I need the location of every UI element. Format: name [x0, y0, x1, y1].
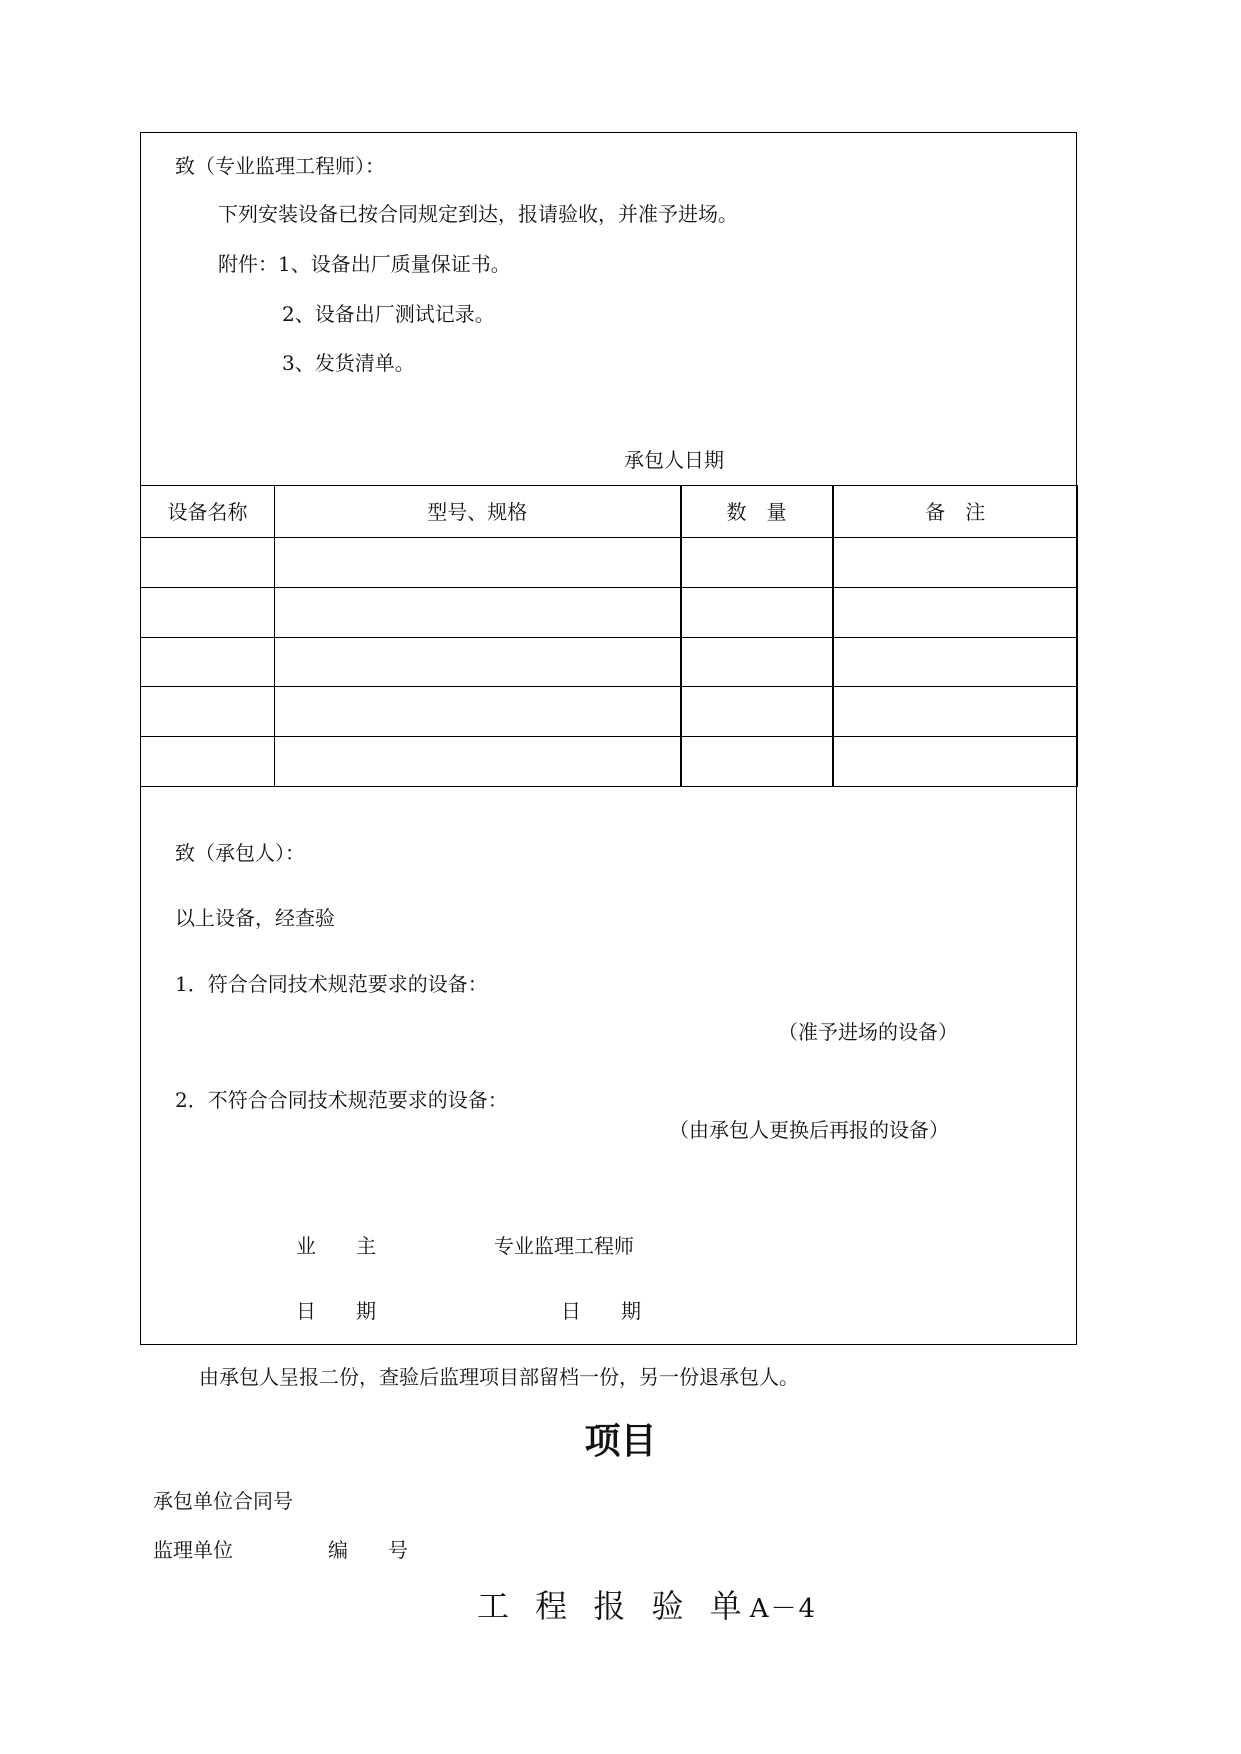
submission-note: 由承包人呈报二份，查验后监理项目部留档一份，另一份退承包人。	[199, 1365, 799, 1389]
table-row	[141, 737, 1078, 787]
equipment-table	[140, 485, 1078, 787]
form-title	[477, 1586, 817, 1629]
owner-label: 业 主	[296, 1234, 386, 1258]
contractor-signature-date: 承包人日期	[624, 448, 724, 472]
column-header-model: 型号、规格	[275, 486, 681, 538]
table-cell[interactable]	[141, 587, 275, 637]
table-cell[interactable]	[681, 687, 833, 737]
column-header-quantity: 数 量	[681, 486, 833, 538]
number-label: 编 号	[328, 1538, 418, 1562]
table-cell[interactable]	[141, 538, 275, 588]
review-item-noncompliant: 2．不符合合同技术规范要求的设备：	[175, 1088, 508, 1112]
review-item-compliant-note: （准予进场的设备）	[778, 1020, 958, 1044]
table-cell[interactable]	[833, 637, 1078, 687]
attachment-item: 1、设备出厂质量保证书。	[278, 252, 511, 276]
table-cell[interactable]	[275, 687, 681, 737]
table-row	[141, 687, 1078, 737]
owner-date-label: 日 期	[296, 1299, 386, 1323]
table-row	[141, 538, 1078, 588]
review-item-compliant: 1．符合合同技术规范要求的设备：	[175, 972, 488, 996]
column-header-remarks: 备 注	[833, 486, 1078, 538]
form-title-text: 工 程 报 验 单	[477, 1587, 750, 1625]
table-cell[interactable]	[275, 587, 681, 637]
review-item-noncompliant-note: （由承包人更换后再报的设备）	[669, 1118, 949, 1142]
project-title: 项目	[584, 1421, 657, 1462]
table-cell[interactable]	[833, 687, 1078, 737]
review-intro: 以上设备，经查验	[175, 906, 335, 930]
table-cell[interactable]	[141, 687, 275, 737]
table-cell[interactable]	[833, 587, 1078, 637]
request-body: 下列安装设备已按合同规定到达，报请验收，并准予进场。	[218, 202, 738, 226]
table-cell[interactable]	[275, 737, 681, 787]
table-cell[interactable]	[833, 538, 1078, 588]
table-cell[interactable]	[833, 737, 1078, 787]
table-header-row	[141, 486, 1078, 538]
request-to-label: 致（专业监理工程师）：	[175, 154, 385, 178]
review-to-label: 致（承包人）：	[175, 841, 305, 865]
table-cell[interactable]	[681, 587, 833, 637]
table-cell[interactable]	[141, 637, 275, 687]
engineer-label: 专业监理工程师	[494, 1234, 634, 1258]
table-cell[interactable]	[275, 637, 681, 687]
table-cell[interactable]	[275, 538, 681, 588]
attachment-line-1	[218, 252, 511, 276]
table-row	[141, 587, 1078, 637]
table-cell[interactable]	[681, 538, 833, 588]
engineer-date-label: 日 期	[561, 1299, 651, 1323]
attachment-item: 2、设备出厂测试记录。	[282, 302, 495, 326]
table-cell[interactable]	[141, 737, 275, 787]
table-cell[interactable]	[681, 637, 833, 687]
table-row	[141, 637, 1078, 687]
attachment-prefix: 附件：	[218, 252, 278, 276]
table-cell[interactable]	[681, 737, 833, 787]
supervisor-label: 监理单位	[153, 1538, 233, 1562]
column-header-name: 设备名称	[141, 486, 275, 538]
contract-no-label: 承包单位合同号	[153, 1489, 293, 1513]
form-code: A－4	[749, 1594, 818, 1624]
attachment-item: 3、发货清单。	[282, 351, 415, 375]
